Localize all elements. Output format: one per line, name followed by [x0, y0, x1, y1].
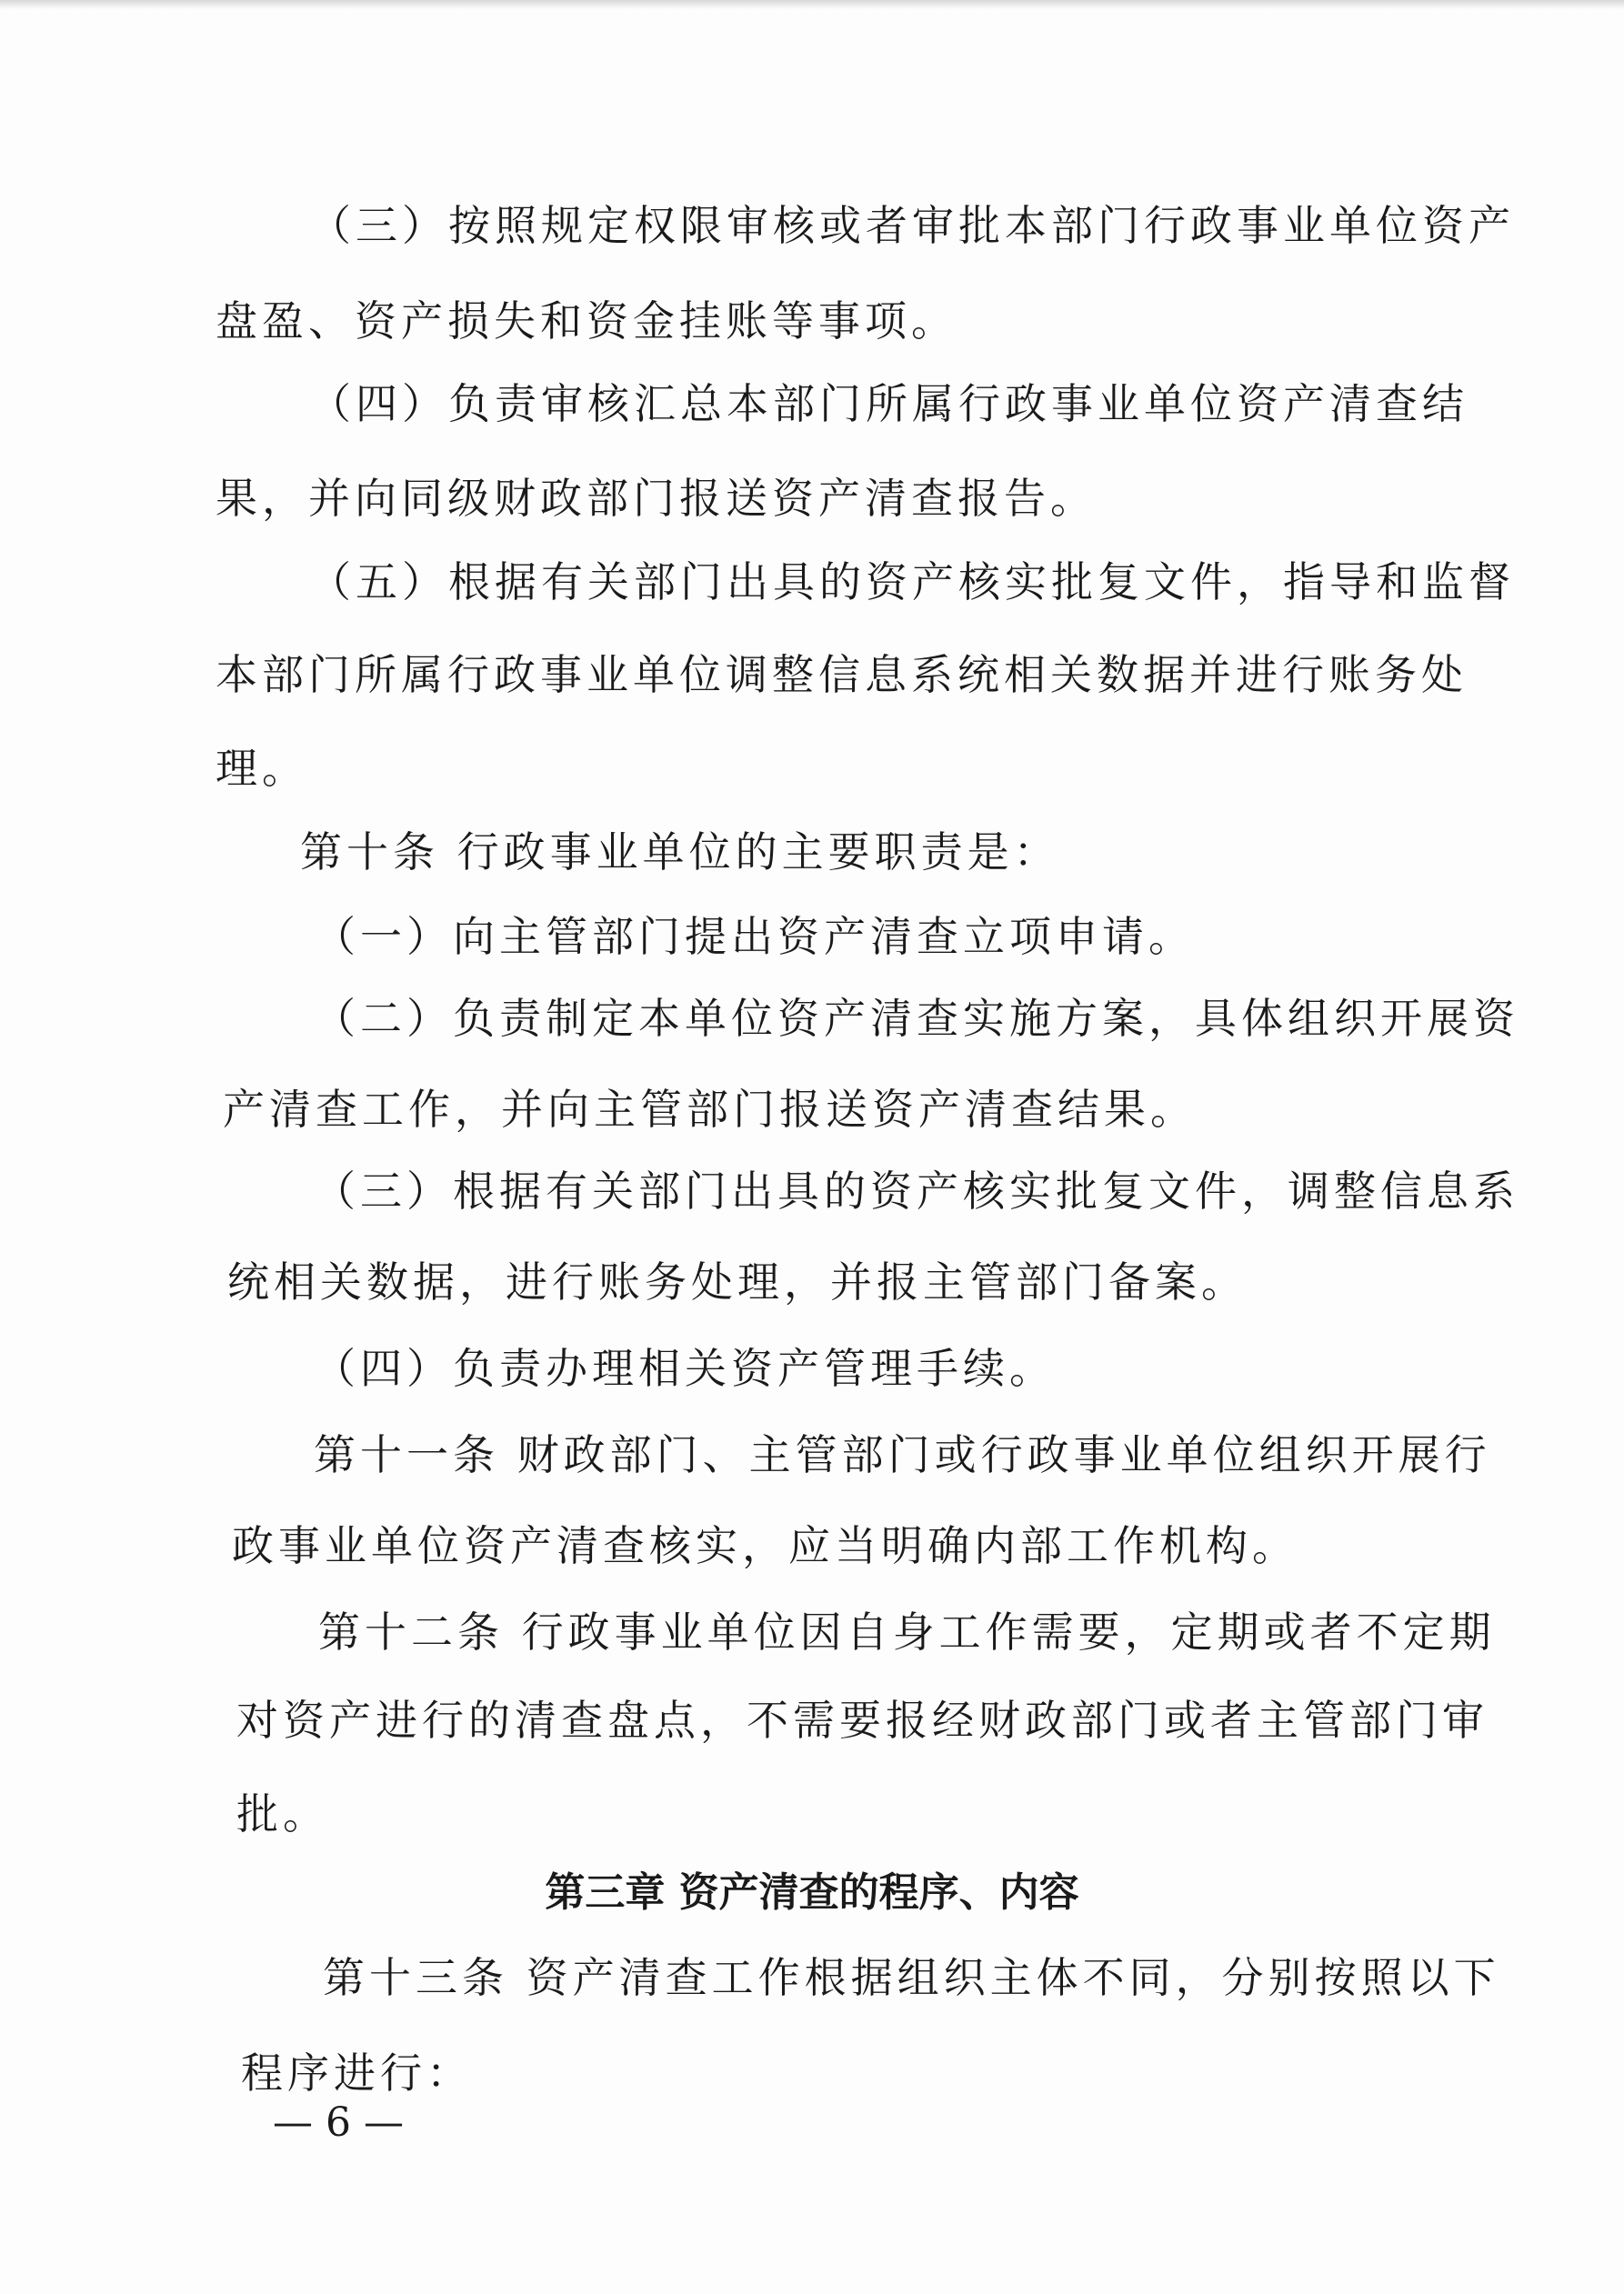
article-11-line-1: 第十一条 财政部门、主管部门或行政事业单位组织开展行 — [314, 1430, 1491, 1479]
paragraph-line-7: 理。 — [216, 744, 308, 793]
paragraph-line-9: （一）向主管部门提出资产清查立项申请。 — [314, 912, 1195, 961]
paragraph-line-2: 盘盈、资产损失和资金挂账等事项。 — [216, 296, 957, 346]
paragraph-line-3: （四）负责审核汇总本部门所属行政事业单位资产清查结 — [309, 379, 1469, 428]
article-12-line-1: 第十二条 行政事业单位因自身工作需要，定期或者不定期 — [318, 1608, 1496, 1657]
paragraph-line-4: 果，并向同级财政部门报送资产清查报告。 — [216, 474, 1097, 523]
article-13-line-2: 程序进行： — [241, 2049, 473, 2098]
paragraph-line-14: （四）负责办理相关资产管理手续。 — [314, 1344, 1056, 1393]
paragraph-line-6: 本部门所属行政事业单位调整信息系统相关数据并进行账务处 — [216, 650, 1468, 699]
chapter-heading: 第三章 资产清查的程序、内容 — [545, 1869, 1079, 1916]
article-12-line-2: 对资产进行的清查盘点，不需要报经财政部门或者主管部门审 — [236, 1696, 1489, 1745]
paragraph-line-12: （三）根据有关部门出具的资产核实批复文件，调整信息系 — [314, 1167, 1519, 1216]
scan-top-edge — [0, 0, 1624, 9]
paragraph-line-11: 产清查工作，并向主管部门报送资产清查结果。 — [223, 1085, 1197, 1134]
article-11-line-2: 政事业单位资产清查核实，应当明确内部工作机构。 — [232, 1521, 1298, 1570]
article-12-line-3: 批。 — [236, 1789, 329, 1838]
page-number: — 6 — — [273, 2099, 404, 2146]
paragraph-line-10: （二）负责制定本单位资产清查实施方案，具体组织开展资 — [314, 994, 1519, 1043]
paragraph-line-1: （三）按照规定权限审核或者审批本部门行政事业单位资产 — [309, 201, 1515, 250]
article-10-title: 第十条 行政事业单位的主要职责是： — [300, 827, 1060, 877]
paragraph-line-13: 统相关数据，进行账务处理，并报主管部门备案。 — [227, 1257, 1248, 1307]
article-13-line-1: 第十三条 资产清查工作根据组织主体不同，分别按照以下 — [323, 1953, 1500, 2002]
paragraph-line-5: （五）根据有关部门出具的资产核实批复文件，指导和监督 — [309, 557, 1515, 606]
